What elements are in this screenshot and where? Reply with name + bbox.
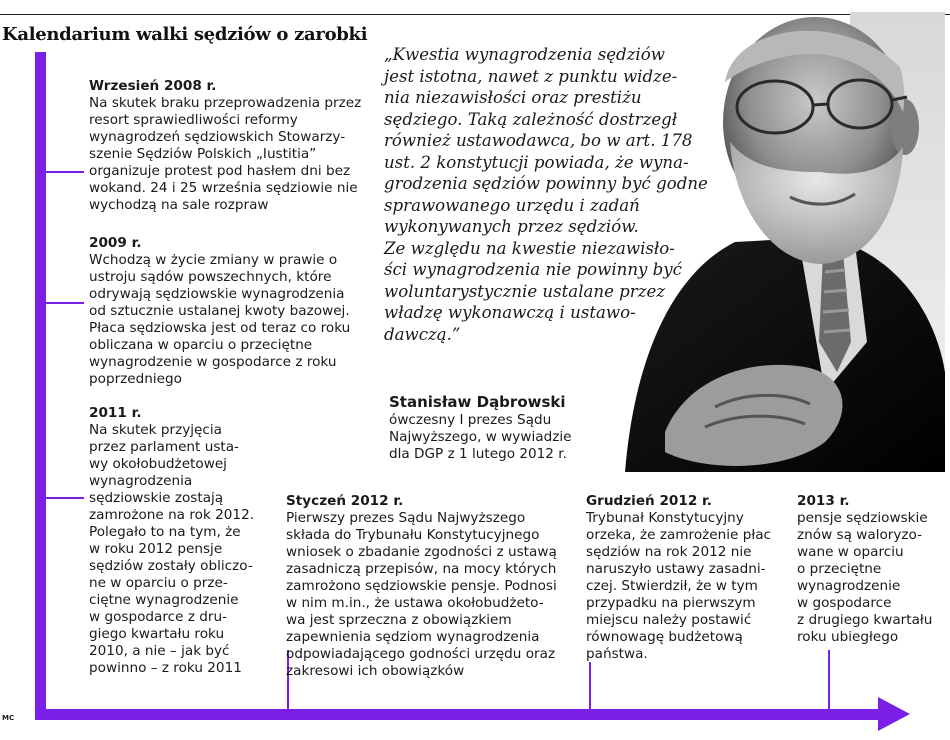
entry-date: 2013 r. — [797, 493, 850, 509]
timeline-tick — [46, 302, 84, 304]
page-title: Kalendarium walki sędziów o zarobki — [2, 24, 368, 45]
entry-text: Na skutek przyjęcia przez parlament usta- wy okołobudżetowej wynagrodzenia sędziowskie zostają zamrożone na rok 2012. Polegało to na tym, że w roku 2012 pensje sędziów zostały obliczo- ne w oparciu o prze- ciętne wynagrodzenie w gospodarce z dru- giego kwartału roku 2010, a nie – jak być powinno – z roku 2011 — [89, 422, 255, 676]
timeline-entry — [586, 493, 786, 663]
timeline-entry — [797, 493, 947, 646]
timeline-entry — [286, 493, 576, 680]
timeline-tick — [828, 650, 830, 710]
timeline-axis-horizontal — [35, 709, 883, 720]
timeline-axis-vertical — [35, 52, 46, 720]
timeline-arrow-icon — [878, 697, 910, 731]
timeline-tick — [46, 171, 84, 173]
timeline-entry — [89, 235, 379, 388]
quote-author: Stanisław Dąbrowski — [389, 393, 566, 411]
timeline-entry — [89, 405, 269, 677]
entry-date: Grudzień 2012 r. — [586, 493, 712, 509]
timeline-tick — [589, 662, 591, 710]
entry-date: Styczeń 2012 r. — [286, 493, 404, 509]
credit: MC — [2, 714, 15, 722]
entry-text: Pierwszy prezes Sądu Najwyższego składa do Trybunału Konstytucyjnego wniosek o zbadanie zgodności z ustawą zasadniczą przepisów, na mocy których zamrożono sędziowskie pensje. Podnosi w nim m.in., że ustawa okołobudżeto- wa jest sprzeczna z obowiązkiem zapewnienia sędziom wynagrodzenia odpowiadającego godności urzędu oraz zakresowi ich obowiązków — [286, 510, 557, 679]
quote-author-description: ówczesny I prezes Sądu Najwyższego, w wywiadzie dla DGP z 1 lutego 2012 r. — [389, 412, 572, 462]
entry-text: Na skutek braku przeprowadzenia przez resort sprawiedliwości reformy wynagrodzeń sędziowskich Stowarzy- szenie Sędziów Polskich „Iustitia” organizuje protest pod hasłem dni bez wokand. 24 i 25 września sędziowie nie wychodzą na sale rozpraw — [89, 95, 362, 213]
timeline-entry — [89, 78, 379, 214]
quote-text: „Kwestia wynagrodzenia sędziów jest istotna, nawet z punktu widze- nia niezawisłości oraz prestiżu sędziego. Taką zależność dostrzegł również ustawodawca, bo w art. 178 ust. 2 konstytucji powiada, że wyna- grodzenia sędziów powinny być godne sprawowanego urzędu i zadań wykonywanych przez sędziów. Ze względu na kwestie niezawisło- ści wynagrodzenia nie powinny być woluntarystycznie ustalane przez władzę wykonawczą i ustawo- dawczą.” — [384, 45, 708, 344]
entry-text: pensje sędziowskie znów są waloryzo- wane w oparciu o przeciętne wynagrodzenie w gospodarce z drugiego kwartału roku ubiegłego — [797, 510, 933, 645]
timeline-tick — [46, 497, 84, 499]
entry-date: Wrzesień 2008 r. — [89, 78, 217, 94]
entry-date: 2011 r. — [89, 405, 142, 421]
entry-date: 2009 r. — [89, 235, 142, 251]
entry-text: Wchodzą w życie zmiany w prawie o ustroju sądów powszechnych, które odrywają sędziowskie wynagrodzenia od sztucznie ustalanej kwoty bazowej. Płaca sędziowska jest od teraz co roku obliczana w oparciu o przeciętne wynagrodzenie w gospodarce z roku poprzedniego — [89, 252, 351, 387]
entry-text: Trybunał Konstytucyjny orzeka, że zamrożenie płac sędziów na rok 2012 nie naruszyło ustawy zasadni- czej. Stwierdził, że w tym przypadku na pierwszym miejscu należy postawić równowagę budżetową państwa. — [586, 510, 772, 662]
